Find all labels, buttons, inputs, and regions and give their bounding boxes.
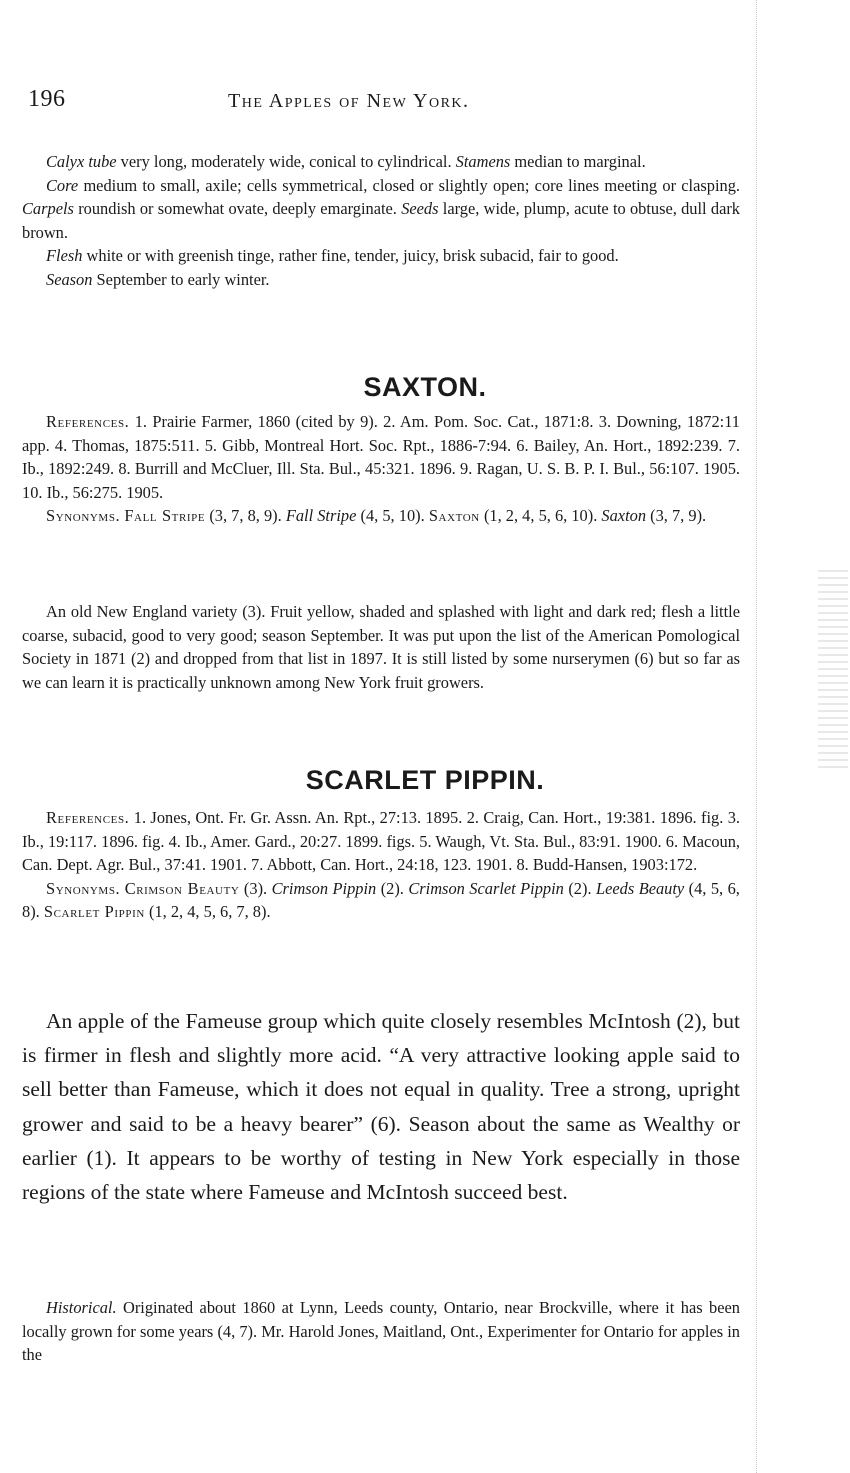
season-paragraph: Season September to early winter. — [46, 269, 270, 289]
scan-noise-marks — [818, 570, 848, 770]
scarlet-pippin-heading: SCARLET PIPPIN. — [305, 765, 545, 795]
saxton-references: References. 1. Prairie Farmer, 1860 (cited by 9). 2. Am. Pom. Soc. Cat., 1871:8. 3. Downing, 1872:11 app. 4. Thomas, 1875:511. 5. Gibb, Montreal Hort. Soc. Rpt., 1886-7:94. 6. Bailey, An. Hort., 1892:239. 7. Ib., 1892:249. 8. Burrill and McCluer, Ill. Sta. Bul., 45:321. 1896. 9. Ragan, U. S. B. P. I. Bul., 56:107. 1905. 10. Ib., 56:275. 1905. Synonyms. Fall Stripe (3, 7, 8, 9). Fall Stripe (4, 5, 10). Saxton (1, 2, 4, 5, 6, 10). Saxton (3, 7, 9). — [22, 410, 740, 528]
scarlet-pippin-historical: Historical. Originated about 1860 at Lynn, Leeds county, Ontario, near Brockville, where it has been locally grown for some years (4, 7). Mr. Harold Jones, Maitland, Ont., Experimenter for Ontario for apples in the — [22, 1298, 740, 1364]
core-paragraph: Core medium to small, axile; cells symmetrical, closed or slightly open; core lines meeting or clasping. Carpels roundish or somewhat ovate, deeply emarginate. Seeds large, wide, plump, acute to obtuse, dull dark brown. — [22, 175, 741, 242]
calyx-paragraph: Calyx tube very long, moderately wide, conical to cylindrical. Stamens median to marginal. — [46, 152, 646, 171]
scarlet-pippin-description: An apple of the Fameuse group which quite closely resembles McIntosh (2), but is firmer in flesh and slightly more acid. “A very attractive looking apple said to sell better than Fameuse, which it does not equal in quality. Tree a strong, upright grower and said to be a heavy bearer” (6). Season about the same as Wealthy or earlier (1). It appears to be worthy of testing in New York especially in those regions of the state where Fameuse and McIntosh succeed best. — [22, 1009, 740, 1205]
saxton-synonyms: Synonyms. Fall Stripe (3, 7, 8, 9). Fall Stripe (4, 5, 10). Saxton (1, 2, 4, 5, 6, 10). Saxton (3, 7, 9). — [46, 506, 707, 525]
scarlet-pippin-references: References. 1. Jones, Ont. Fr. Gr. Assn. An. Rpt., 27:13. 1895. 2. Craig, Can. Hort., 19:381. 1896. fig. 3. Ib., 19:117. 1896. fig. 4. Ib., Amer. Gard., 20:27. 1899. figs. 5. Waugh, Vt. Sta. Bul., 83:91. 1900. 6. Macoun, Can. Dept. Agr. Bul., 37:41. 1901. 7. Abbott, Can. Hort., 24:18, 123. 1901. 8. Budd-Hansen, 1903:172. Synonyms. Crimson Beauty (3). Crimson Pippin (2). Crimson Scarlet Pippin (2). Leeds Beauty (4, 5, 6, 8). Scarlet Pippin (1, 2, 4, 5, 6, 7, 8). — [22, 806, 740, 924]
scarlet-pippin-synonyms: Synonyms. Crimson Beauty (3). Crimson Pippin (2). Crimson Scarlet Pippin (2). Leeds Beauty (4, 5, 6, 8). Scarlet Pippin (1, 2, 4, 5, 6, 7, 8). — [22, 878, 740, 921]
running-head: The Apples of New York. — [228, 90, 470, 112]
previous-variety-description — [22, 150, 740, 291]
binding-edge-marks — [756, 0, 761, 1473]
page-header — [28, 86, 743, 120]
saxton-heading: SAXTON. — [363, 372, 487, 402]
page-number: 196 — [28, 86, 66, 112]
saxton-description: An old New England variety (3). Fruit yellow, shaded and splashed with light and dark red; flesh a little coarse, subacid, good to very good; season September. It was put upon the list of the American Pomological Society in 1871 (2) and dropped from that list in 1897. It is still listed by some nurserymen (6) but so far as we can learn it is practically unknown among New York fruit growers. — [22, 602, 740, 692]
flesh-paragraph: Flesh white or with greenish tinge, rather fine, tender, juicy, brisk subacid, fair to good. — [46, 246, 619, 265]
